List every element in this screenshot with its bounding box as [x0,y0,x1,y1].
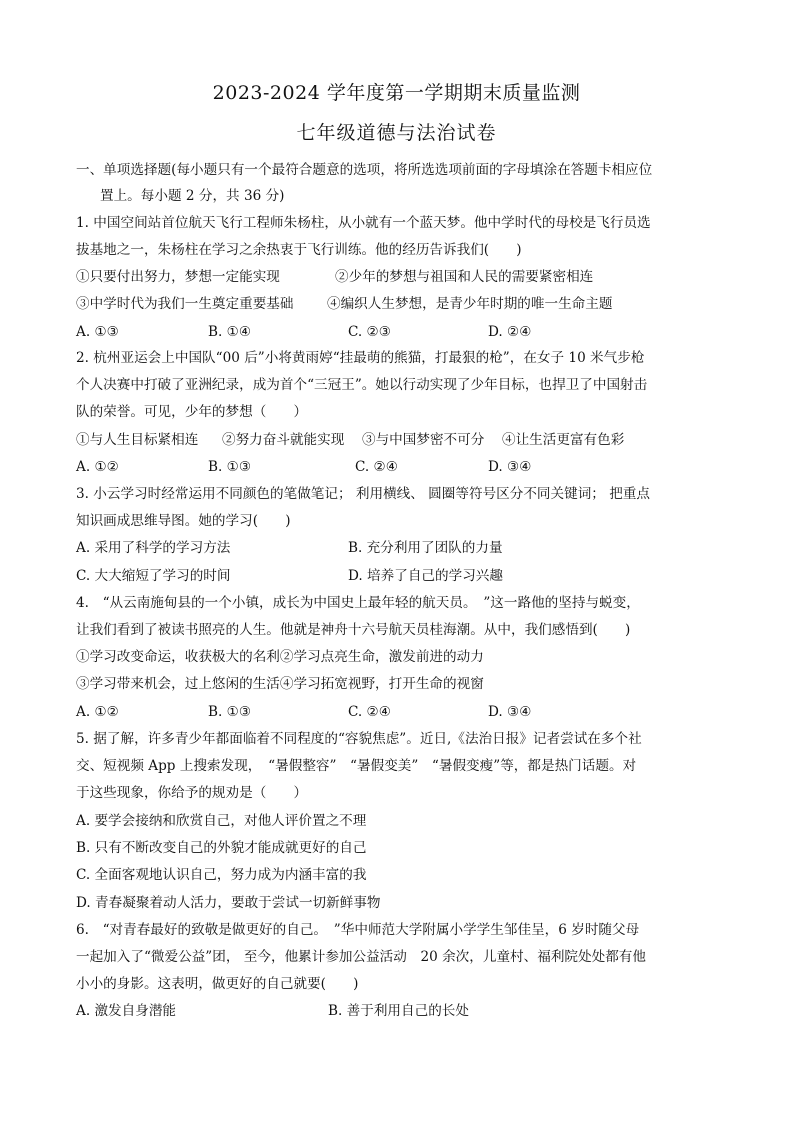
q6-stem-line: 6. “对青春最好的致敬是做更好的自己。 ”华中师范大学附属小学学生邹佳呈，6 岁时随父母 [76,922,640,938]
q3-stem-line: 知识画成思维导图。她的学习( ) [76,513,291,529]
q5-stem-line: 于这些现象，你给予的规劝是（ ） [76,785,308,801]
q2-option-d: D. ③④ [488,459,532,475]
q6-stem-line: 一起加入了“微爱公益”团， 至今，他累计参加公益活动 20 余次，儿童村、福利院处处都有他 [76,949,646,965]
section-heading: 一、单项选择题(每小题只有一个最符合题意的选项，将所选选项前面的字母填涂在答题卡相应位 [76,162,653,178]
q1-option-b: B. ①④ [208,324,252,340]
q4-option-d: D. ③④ [488,704,532,720]
q2-stem-line: 个人决赛中打破了亚洲纪录，成为首个“三冠王”。她以行动实现了少年目标，也捍卫了中国射击 [76,377,648,393]
q2-statement-2: ②努力奋斗就能实现 [222,432,345,448]
q1-stem-line: 1. 中国空间站首位航天飞行工程师朱杨柱，从小就有一个蓝天梦。他中学时代的母校是飞行员选 [76,215,651,231]
q1-statement-3: ③中学时代为我们一生奠定重要基础 [76,296,294,312]
q4-option-b: B. ①③ [208,704,252,720]
q5-option-c: C. 全面客观地认识自己，努力成为内涵丰富的我 [76,867,367,883]
q2-statement-4: ④让生活更富有色彩 [502,432,625,448]
q5-stem-line: 交、短视频 App 上搜索发现， “暑假整容” “暑假变美” “暑假变瘦”等，都是热门话题。对 [76,758,637,774]
q2-statement-3: ③与中国梦密不可分 [362,432,485,448]
q4-option-a: A. ①② [76,704,119,720]
section-heading-cont: 置上。每小题 2 分，共 36 分) [100,188,285,204]
q1-option-c: C. ②③ [348,324,391,340]
q5-option-a: A. 要学会接纳和欣赏自己，对他人评价置之不理 [76,813,367,829]
q1-option-d: D. ②④ [488,324,532,340]
q4-statements-3-4: ③学习带来机会，过上悠闲的生活④学习拓宽视野，打开生命的视窗 [76,676,484,692]
q6-stem-line: 小小的身影。这表明，做更好的自己就要( ) [76,976,359,992]
q5-stem-line: 5. 据了解，许多青少年都面临着不同程度的“容貌焦虑”。近日,《法治日报》记者尝试在多个社 [76,731,642,747]
q1-option-a: A. ①③ [76,324,119,340]
q3-option-c: C. 大大缩短了学习的时间 [76,568,231,584]
q4-option-c: C. ②④ [348,704,391,720]
q1-statement-1: ①只要付出努力，梦想一定能实现 [76,269,280,285]
q4-stem-line: 4. “从云南施甸县的一个小镇，成长为中国史上最年轻的航天员。 ”这一路他的坚持与蜕变， [76,595,640,611]
q2-option-b: B. ①③ [208,459,252,475]
q3-option-a: A. 采用了科学的学习方法 [76,540,231,556]
q1-statement-2: ②少年的梦想与祖国和人民的需要紧密相连 [335,269,594,285]
q2-stem-line: 2. 杭州亚运会上中国队“00 后”小将黄雨婷“挂最萌的熊猫，打最狠的枪”，在女子 10 米气步枪 [76,350,645,366]
q1-statement-4: ④编织人生梦想，是青少年时期的唯一生命主题 [327,296,613,312]
q4-stem-line: 让我们看到了被读书照亮的人生。他就是神舟十六号航天员桂海潮。从中，我们感悟到( ) [76,622,631,638]
q5-option-d: D. 青春凝聚着动人活力，要敢于尝试一切新鲜事物 [76,895,381,911]
q2-option-a: A. ①② [76,459,119,475]
q2-statement-1: ①与人生目标紧相连 [76,432,199,448]
q6-option-b: B. 善于利用自己的长处 [328,1003,469,1019]
exam-subtitle: 七年级道德与法治试卷 [296,122,497,144]
q6-option-a: A. 激发自身潜能 [76,1003,177,1019]
exam-title: 2023-2024 学年度第一学期期末质量监测 [212,82,581,104]
q3-option-b: B. 充分利用了团队的力量 [348,540,503,556]
q2-option-c: C. ②④ [355,459,398,475]
q3-option-d: D. 培养了自己的学习兴趣 [348,568,503,584]
q3-stem-line: 3. 小云学习时经常运用不同颜色的笔做笔记； 利用横线、 圆圈等符号区分不同关键词； 把重点 [76,486,651,502]
q2-stem-line: 队的荣誉。可见，少年的梦想（ ） [76,404,308,420]
q1-stem-line: 拔基地之一，朱杨柱在学习之余热衷于飞行训练。他的经历告诉我们( ) [76,242,522,258]
q5-option-b: B. 只有不断改变自己的外貌才能成就更好的自己 [76,840,367,856]
q4-statements-1-2: ①学习改变命运，收获极大的名利②学习点亮生命，激发前进的动力 [76,649,484,665]
